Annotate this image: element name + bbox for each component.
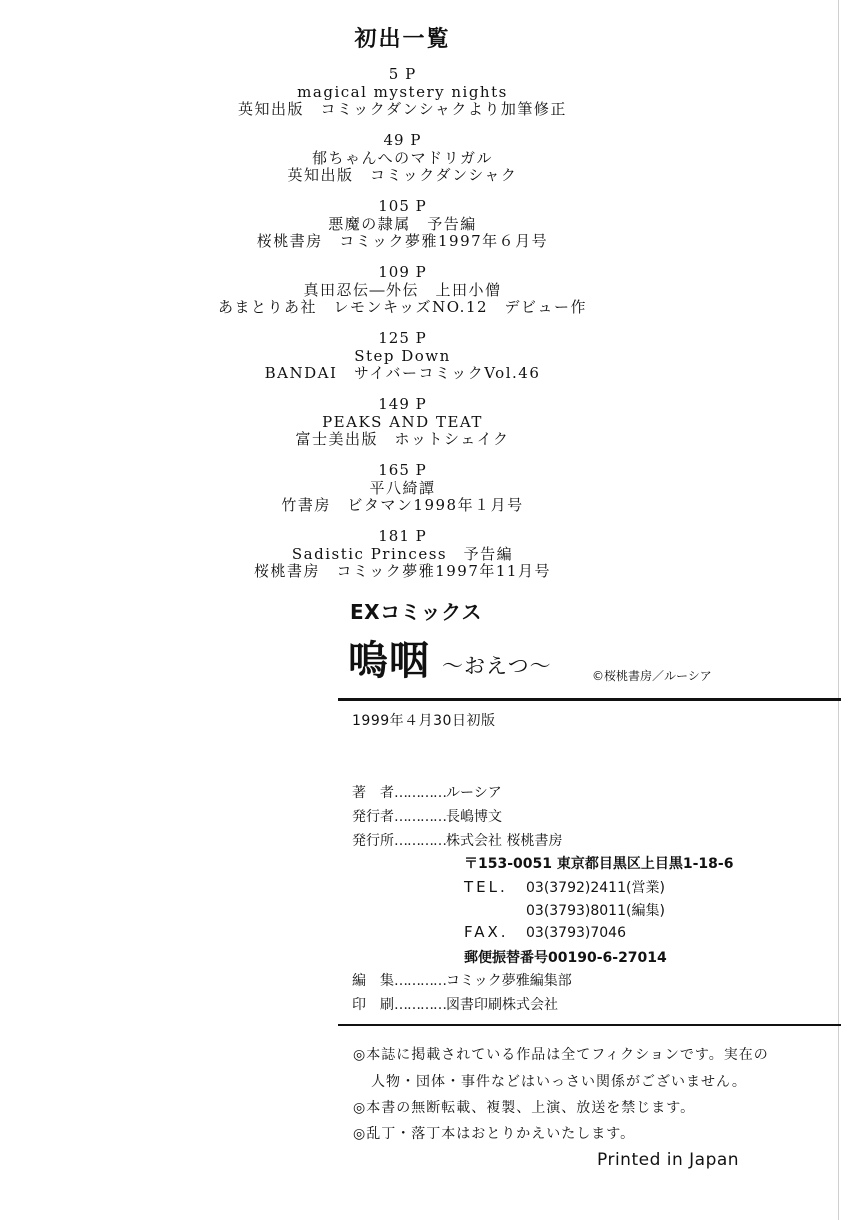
- colophon-bottom-rule: [338, 1024, 841, 1026]
- credit-label: 発行者: [352, 809, 394, 825]
- tel-number-sales: 03(3792)2411(営業): [526, 880, 665, 896]
- entry-title: 真田忍伝―外伝 上田小僧: [303, 280, 502, 299]
- first-appearance-heading: 初出一覧: [354, 27, 451, 52]
- book-subtitle: ～おえつ～: [442, 654, 552, 678]
- entry-title: magical mystery nights: [297, 82, 508, 101]
- entry-page: 105 P: [378, 197, 427, 215]
- entry-7: [0, 462, 805, 515]
- page-edge-line: [838, 0, 839, 1220]
- entry-title: Step Down: [354, 346, 451, 365]
- credit-dots: …………: [394, 785, 446, 801]
- entry-2: [0, 132, 805, 185]
- entry-title: 郁ちゃんへのマドリガル: [311, 148, 494, 167]
- credit-label: 印 刷: [352, 997, 394, 1013]
- entry-page: 181 P: [378, 527, 427, 545]
- fax-number: 03(3793)7046: [526, 925, 626, 941]
- credit-dots: …………: [394, 809, 446, 825]
- credit-label: 著 者: [352, 785, 394, 801]
- fax-label: FAX.: [464, 923, 509, 941]
- publisher-address: 〒153-0051 東京都目黒区上目黒1-18-6: [464, 856, 734, 872]
- printed-in-japan: Printed in Japan: [597, 1150, 740, 1170]
- entry-title: Sadistic Princess 予告編: [291, 544, 514, 563]
- entry-source: 英知出版 コミックダンシャクより加筆修正: [238, 100, 567, 118]
- credit-publisher: [352, 806, 502, 826]
- tel-number-editorial: 03(3793)8011(編集): [526, 903, 665, 919]
- entry-page: 165 P: [378, 461, 427, 479]
- copyright-notice: ©桜桃書房／ルーシア: [592, 669, 712, 683]
- entry-page: 149 P: [378, 395, 427, 413]
- credit-value: 株式会社 桜桃書房: [446, 833, 563, 849]
- entry-source: 竹書房 ビタマン1998年１月号: [281, 496, 524, 514]
- series-name: EXコミックス: [350, 600, 482, 624]
- entry-source: 富士美出版 ホットシェイク: [295, 430, 510, 448]
- entry-1: [0, 66, 805, 119]
- entry-page: 125 P: [378, 329, 427, 347]
- entry-8: [0, 528, 805, 581]
- entry-6: [0, 396, 805, 449]
- credit-value: ルーシア: [446, 785, 502, 801]
- entry-5: [0, 330, 805, 383]
- credit-label: 編 集: [352, 973, 394, 989]
- credit-dots: …………: [394, 997, 446, 1013]
- postal-transfer-number: 郵便振替番号00190-6-27014: [464, 950, 667, 966]
- credit-value: コミック夢雅編集部: [446, 973, 572, 989]
- entry-source: 桜桃書房 コミック夢雅1997年11月号: [254, 562, 551, 580]
- fax: [464, 923, 626, 941]
- entry-title: PEAKS AND TEAT: [322, 412, 483, 431]
- credit-label: 発行所: [352, 833, 394, 849]
- edition-date: 1999年４月30日初版: [352, 713, 496, 729]
- credit-dots: …………: [394, 973, 446, 989]
- credit-editor: [352, 970, 572, 990]
- entry-page: 5 P: [388, 65, 417, 83]
- telephone-sales: [464, 877, 665, 897]
- credit-value: 長嶋博文: [446, 809, 502, 825]
- telephone-editorial: [464, 900, 665, 920]
- credit-publishing-house: [352, 830, 562, 850]
- credit-author: [352, 782, 502, 802]
- entry-4: [0, 264, 805, 317]
- credit-printer: [352, 994, 558, 1014]
- entry-source: 英知出版 コミックダンシャク: [287, 166, 518, 184]
- entry-source: 桜桃書房 コミック夢雅1997年６月号: [256, 232, 549, 250]
- credit-value: 図書印刷株式会社: [446, 997, 558, 1013]
- entry-page: 109 P: [378, 263, 427, 281]
- colophon-top-rule: [338, 698, 841, 701]
- tel-label: TEL.: [464, 878, 508, 896]
- notice-reproduction: ◎本書の無断転載、複製、上演、放送を禁じます。: [353, 1100, 696, 1116]
- notice-fiction-cont: 人物・団体・事件などはいっさい関係がございません。: [371, 1074, 747, 1090]
- entry-source: あまとりあ社 レモンキッズNO.12 デビュー作: [217, 298, 588, 316]
- entry-source: BANDAI サイバーコミックVol.46: [264, 364, 541, 382]
- entry-page: 49 P: [383, 131, 422, 149]
- credit-dots: …………: [394, 833, 446, 849]
- notice-fiction: ◎本誌に掲載されている作品は全てフィクションです。実在の: [353, 1047, 769, 1063]
- book-title: 嗚咽: [348, 638, 430, 684]
- entry-3: [0, 198, 805, 251]
- notice-replacement: ◎乱丁・落丁本はおとりかえいたします。: [353, 1126, 636, 1142]
- entry-title: 悪魔の隷属 予告編: [328, 214, 477, 233]
- entry-title: 平八綺譚: [369, 478, 436, 497]
